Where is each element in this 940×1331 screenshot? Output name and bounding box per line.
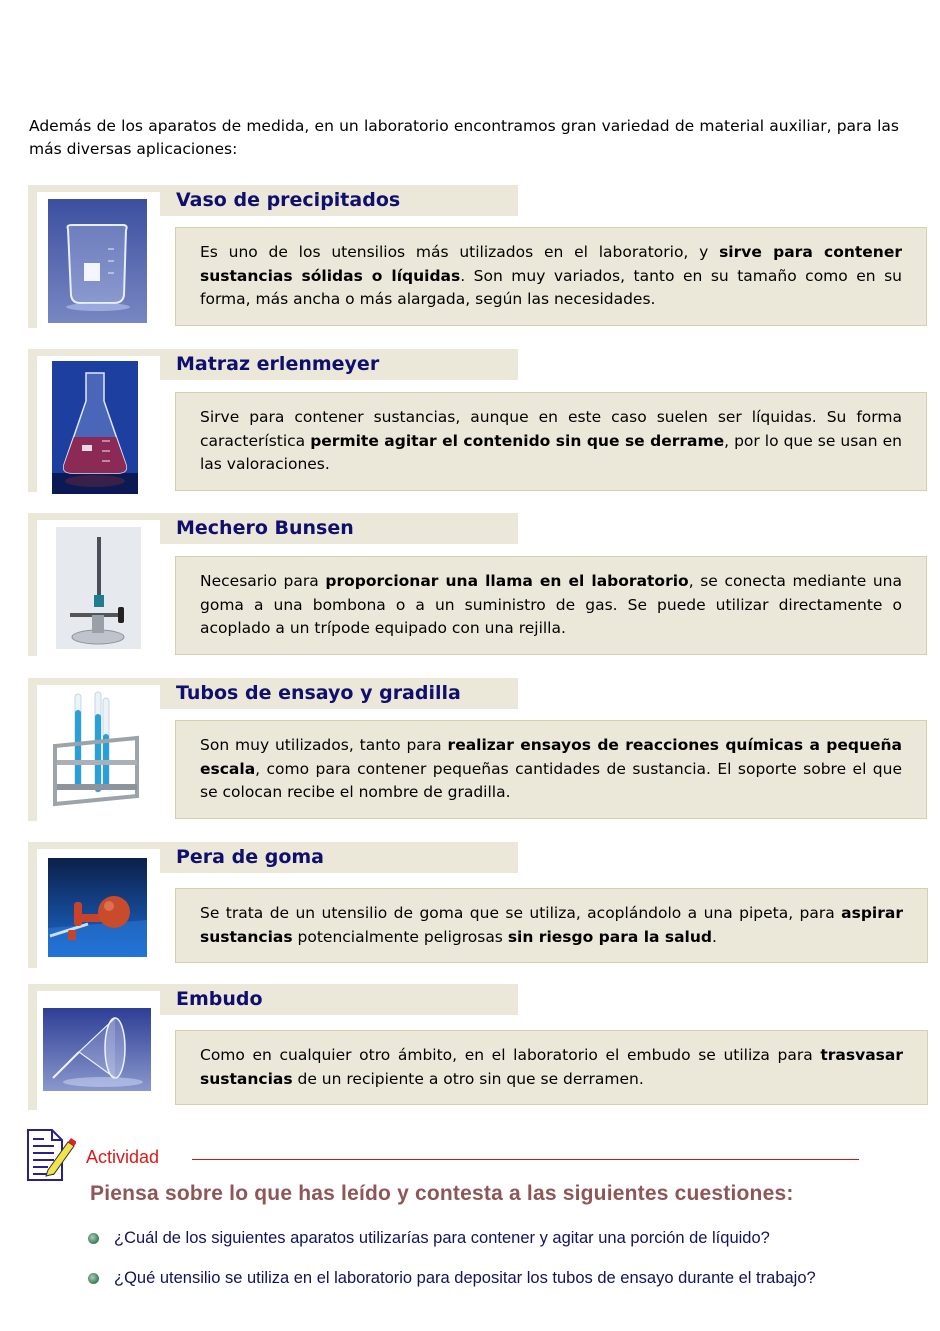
desc-text: Como en cualquier otro ámbito, en el laboratorio el embudo se utiliza para — [200, 1046, 821, 1064]
item-card-vaso — [28, 185, 926, 331]
card-frame-left — [28, 513, 37, 656]
desc-highlight: sin riesgo para la salud — [507, 927, 712, 946]
desc-text: , como para contener pequeñas cantidades de sustancia. El soporte sobre el que se colocan recibe el nombre de gradilla. — [200, 759, 902, 801]
intro-paragraph: Además de los aparatos de medida, en un laboratorio encontramos gran variedad de material auxiliar, para las más diversas aplicaciones: — [29, 117, 899, 158]
card-frame-left — [28, 984, 37, 1110]
bullet-icon — [88, 1233, 99, 1244]
desc-text: potencialmente peligrosas — [292, 927, 508, 946]
item-title: Matraz erlenmeyer — [176, 353, 380, 375]
card-frame-left — [28, 185, 37, 328]
card-frame-left — [28, 678, 37, 821]
desc-highlight: trasvasar sustancias — [200, 1046, 903, 1088]
desc-text: Son muy utilizados, tanto para — [200, 736, 448, 754]
activity-section — [0, 1125, 940, 1331]
funnel-photo — [43, 1008, 151, 1091]
item-description — [175, 392, 927, 491]
activity-prompt: Piensa sobre lo que has leído y contesta a las siguientes cuestiones: — [90, 1182, 794, 1205]
bunsen-burner-photo — [56, 527, 141, 649]
desc-highlight: proporcionar una llama en el laboratorio — [325, 572, 689, 590]
desc-text: de un recipiente a otro sin que se derramen. — [292, 1069, 644, 1088]
item-card-erlenmeyer — [28, 349, 926, 495]
desc-text: . — [712, 927, 717, 946]
desc-text: . Son muy variados, tanto en su tamaño como en su forma, más ancha o más alargada, según las necesidades. — [200, 266, 903, 308]
item-title: Pera de goma — [176, 846, 324, 868]
desc-text: Se trata de un utensilio de goma que se utiliza, acoplándolo a una pipeta, para — [200, 904, 842, 922]
item-card-pera — [28, 842, 926, 970]
desc-highlight: sirve para contener sustancias sólidas o líquidas — [200, 243, 902, 285]
item-card-bunsen — [28, 513, 926, 659]
card-frame-left — [28, 842, 37, 968]
question-item — [88, 1229, 770, 1248]
activity-divider — [192, 1159, 859, 1160]
desc-text: , se conecta mediante una goma a una bombona o a un suministro de gas. Se puede utilizar directamente o acoplado a un trípode equipado con una rejilla. — [200, 572, 902, 637]
question-text: ¿Qué utensilio se utiliza en el laboratorio para depositar los tubos de ensayo durante el trabajo? — [114, 1269, 816, 1287]
erlenmeyer-flask-photo — [52, 361, 138, 494]
item-title: Tubos de ensayo y gradilla — [176, 682, 461, 704]
item-description — [175, 888, 928, 963]
desc-text: Es uno de los utensilios más utilizados en el laboratorio, y — [200, 243, 720, 261]
item-title: Vaso de precipitados — [176, 189, 401, 211]
item-description — [175, 556, 927, 655]
desc-text: Sirve para contener sustancias, aunque en este caso suelen ser líquidas. Su forma característica — [200, 408, 902, 450]
beaker-photo — [48, 199, 147, 323]
item-title: Embudo — [176, 988, 263, 1010]
item-card-tubos — [28, 678, 926, 824]
question-item — [88, 1269, 816, 1288]
item-card-embudo — [28, 984, 926, 1112]
test-tubes-rack-photo — [45, 688, 155, 813]
card-frame-left — [28, 349, 37, 492]
bullet-icon — [88, 1273, 99, 1284]
desc-text: Necesario para — [200, 572, 326, 590]
activity-label: Actividad — [86, 1147, 160, 1167]
pencil-document-icon — [26, 1128, 76, 1182]
desc-text: , por lo que se usan en las valoraciones. — [200, 431, 902, 473]
rubber-bulb-photo — [48, 858, 147, 957]
item-description — [175, 1030, 928, 1105]
item-description — [175, 227, 927, 326]
item-title: Mechero Bunsen — [176, 517, 354, 539]
desc-highlight: permite agitar el contenido sin que se derrame — [310, 431, 725, 450]
desc-highlight: aspirar sustancias — [200, 904, 903, 946]
question-text: ¿Cuál de los siguientes aparatos utilizarías para contener y agitar una porción de líquido? — [114, 1229, 770, 1247]
item-description — [175, 720, 927, 819]
desc-highlight: realizar ensayos de reacciones químicas a pequeña escala — [200, 736, 903, 778]
